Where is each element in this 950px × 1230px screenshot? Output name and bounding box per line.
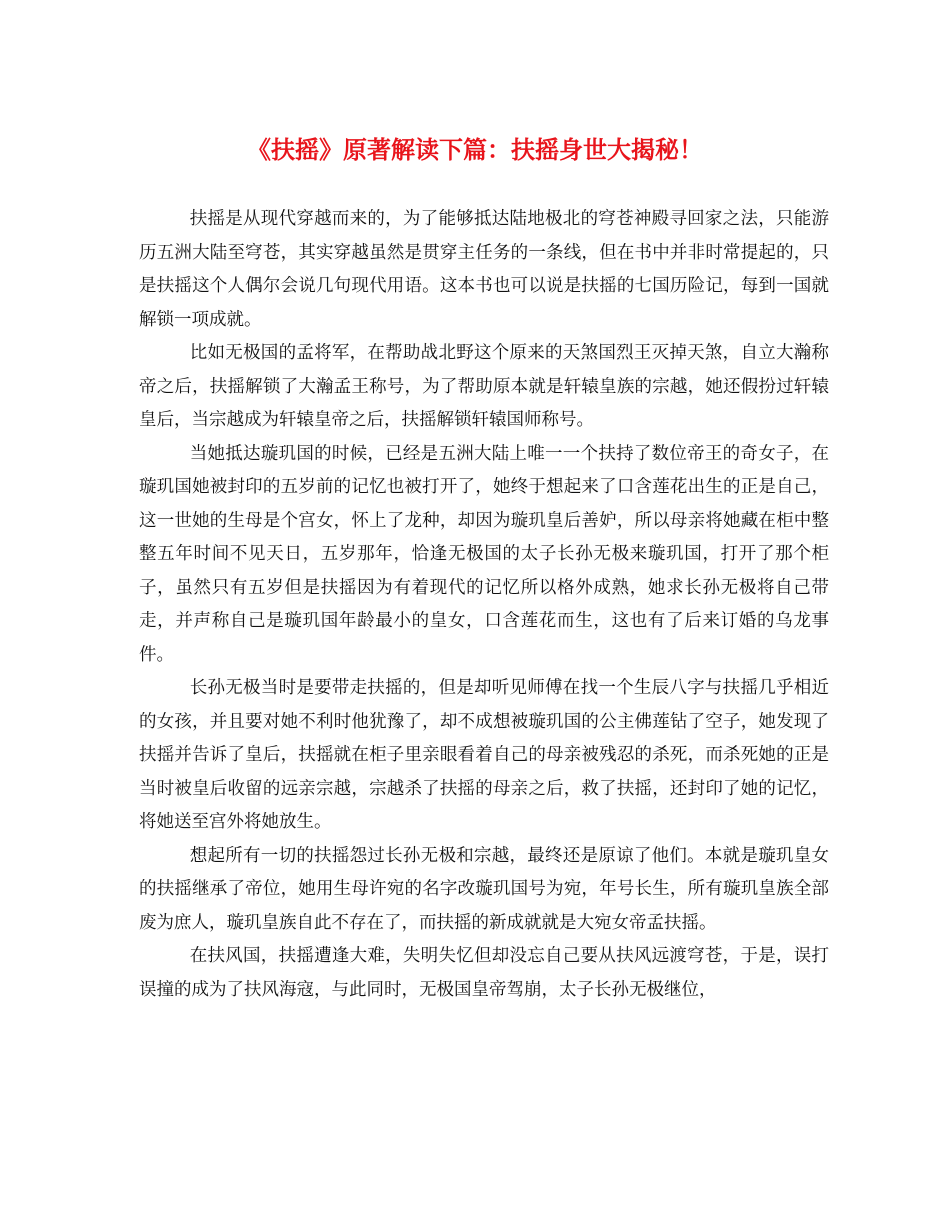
document-body xyxy=(139,203,829,1007)
document-title: 《扶摇》原著解读下篇：扶摇身世大揭秘！ xyxy=(247,135,703,164)
paragraph: 长孙无极当时是要带走扶摇的，但是却听见师傅在找一个生辰八字与扶摇几乎相近的女孩，并且要对她不利时他犹豫了，却不成想被璇玑国的公主佛莲钻了空子，她发现了扶摇并告诉了皇后，扶摇就在柜子里亲眼看着自己的母亲被残忍的杀死，而杀死她的正是当时被皇后收留的远亲宗越，宗越杀了扶摇的母亲之后，救了扶摇，还封印了她的记忆，将她送至宫外将她放生。 xyxy=(139,678,829,832)
paragraph: 比如无极国的孟将军，在帮助战北野这个原来的天煞国烈王灭掉天煞，自立大瀚称帝之后，扶摇解锁了大瀚孟王称号，为了帮助原本就是轩辕皇族的宗越，她还假扮过轩辕皇后，当宗越成为轩辕皇帝之后，扶摇解锁轩辕国师称号。 xyxy=(139,343,829,430)
paragraph: 扶摇是从现代穿越而来的，为了能够抵达陆地极北的穹苍神殿寻回家之法，只能游历五洲大陆至穹苍，其实穿越虽然是贯穿主任务的一条线，但在书中并非时常提起的，只是扶摇这个人偶尔会说几句现代用语。这本书也可以说是扶摇的七国历险记，每到一国就解锁一项成就。 xyxy=(139,209,829,330)
paragraph: 在扶风国，扶摇遭逢大难，失明失忆但却没忘自己要从扶风远渡穹苍，于是，误打误撞的成为了扶风海寇，与此同时，无极国皇帝驾崩，太子长孙无极继位， xyxy=(139,946,829,1000)
paragraph: 当她抵达璇玑国的时候，已经是五洲大陆上唯一一个扶持了数位帝王的奇女子，在璇玑国她被封印的五岁前的记忆也被打开了，她终于想起来了口含莲花出生的正是自己，这一世她的生母是个宫女，怀上了龙种，却因为璇玑皇后善妒，所以母亲将她藏在柜中整整五年时间不见天日，五岁那年，恰逢无极国的太子长孙无极来璇玑国，打开了那个柜子，虽然只有五岁但是扶摇因为有着现代的记忆所以格外成熟，她求长孙无极将自己带走，并声称自己是璇玑国年龄最小的皇女，口含莲花而生，这也有了后来订婚的乌龙事件。 xyxy=(139,443,829,665)
paragraph: 想起所有一切的扶摇怨过长孙无极和宗越，最终还是原谅了他们。本就是璇玑皇女的扶摇继承了帝位，她用生母许宛的名字改璇玑国号为宛，年号长生，所有璇玑皇族全部废为庶人，璇玑皇族自此不存在了，而扶摇的新成就就是大宛女帝孟扶摇。 xyxy=(139,845,829,933)
